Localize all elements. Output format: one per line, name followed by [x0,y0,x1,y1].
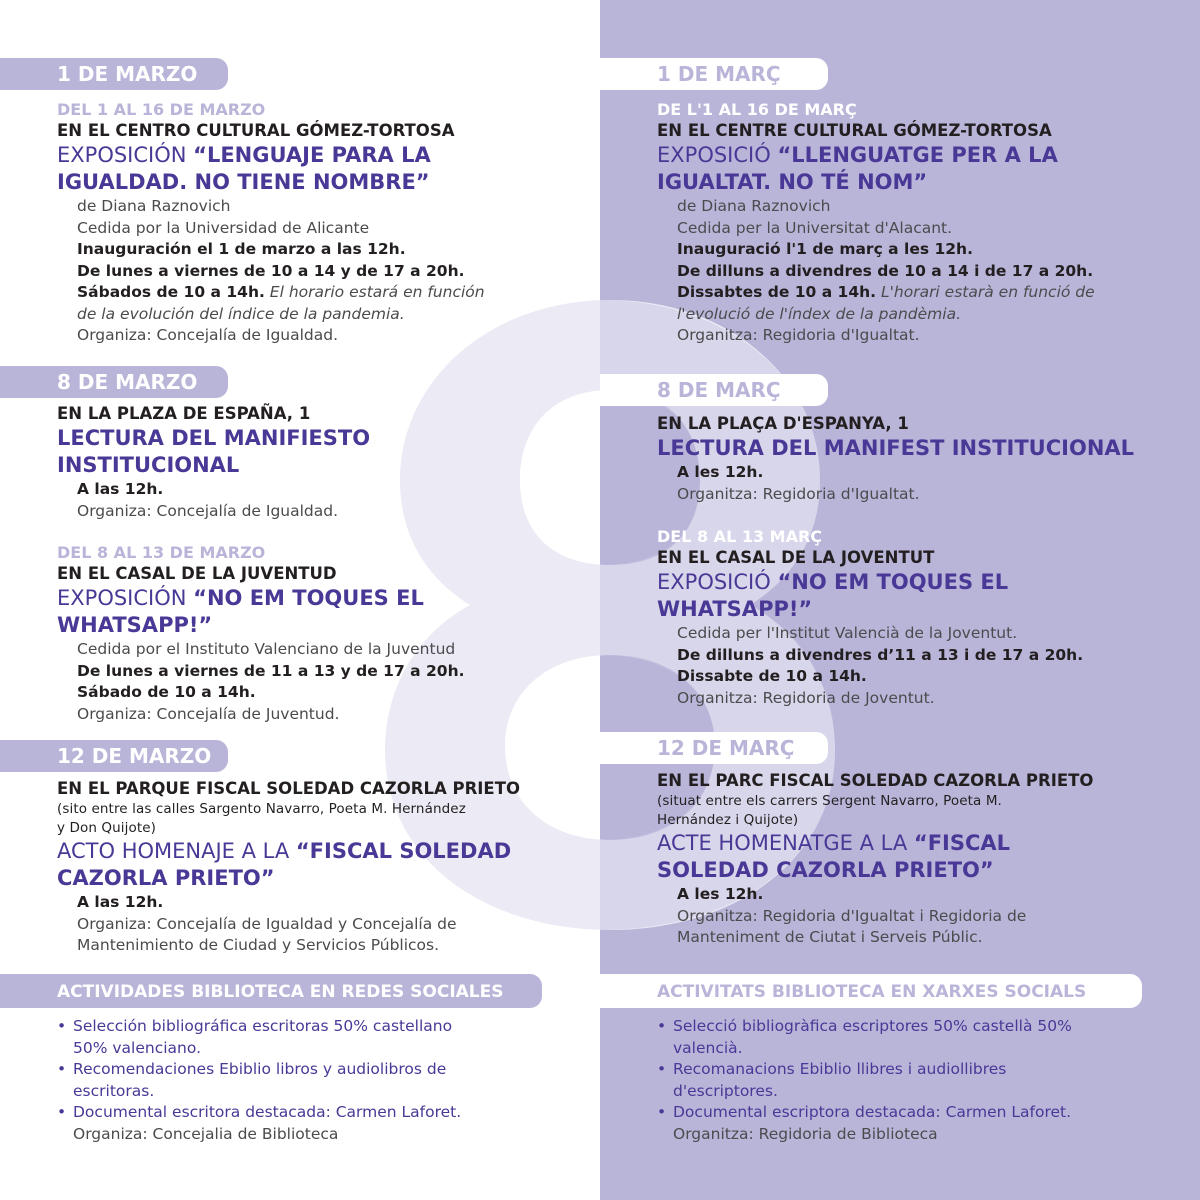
event-exposicio-llenguatge [657,100,1160,347]
event-organizer: Organitza: Regidoria d'Igualtat. [677,326,920,344]
event-saturday: Dissabte de 10 a 14h. [677,667,867,685]
date-tab-8-marzo: 8 DE MARZO [0,366,228,398]
event-time: A las 12h. [77,480,164,498]
event-time: A les 12h. [677,463,764,481]
library-organizer: Organiza: Concejalia de Biblioteca [73,1124,339,1143]
event-saturday-note: Sábados de 10 a 14h. El horario estará en función [77,283,485,301]
event-organizer: Organiza: Concejalía de Igualdad. [77,326,339,344]
event-cedida: Cedida por el Instituto Valenciano de la Juventud [77,640,456,658]
date-tab-12-marc: 12 DE MARÇ [600,732,828,764]
list-item: • Documental escritora destacada: Carmen Laforet. [57,1103,462,1121]
library-activities-list [657,1016,1160,1145]
event-location-note: (sito entre las calles Sargento Navarro, Poeta M. Hernández [57,801,466,817]
library-activities-list [57,1016,560,1145]
event-place: EN EL CENTRE CULTURAL GÓMEZ-TORTOSA [657,121,1052,140]
event-date-range: DEL 8 AL 13 DE MARZO [57,543,266,562]
event-organizer: Organitza: Regidoria d'Igualtat i Regidoria de [677,906,1027,925]
event-homenatge-fiscal [657,770,1160,949]
date-tab-1-marc: 1 DE MARÇ [600,58,828,90]
event-author: de Diana Raznovich [77,197,231,215]
event-schedule: De dilluns a divendres de 10 a 14 i de 17 a 20h. [677,261,1094,280]
event-title: EXPOSICIÓN “LENGUAJE PARA LA IGUALDAD. NO TIENE NOMBRE” [57,143,431,194]
date-tab-12-marzo: 12 DE MARZO [0,740,228,772]
event-organizer: Organitza: Regidoria de Joventut. [677,688,935,707]
event-place: EN EL CENTRO CULTURAL GÓMEZ-TORTOSA [57,121,455,140]
event-place: EN EL CASAL DE LA JUVENTUD [57,564,337,583]
event-organizer: Organiza: Concejalía de Igualdad. [77,501,339,520]
event-organizer: Organiza: Concejalía de Juventud. [77,704,340,723]
event-lectura-manifiesto [57,403,560,522]
event-organizer-cont: Manteniment de Ciutat i Serveis Públic. [677,928,983,946]
event-title: ACTE HOMENATGE A LA “FISCAL SOLEDAD CAZORLA PRIETO” [657,831,1011,882]
event-date-range: DE L'1 AL 16 DE MARÇ [657,100,857,119]
event-note-cont: l'evolució de l'índex de la pandèmia. [677,304,962,323]
list-item-cont: 50% valenciano. [73,1038,202,1057]
event-place: EN LA PLAÇA D'ESPANYA, 1 [657,414,909,433]
event-inauguration: Inauguración el 1 de marzo a las 12h. [77,240,406,258]
library-activities-bar: ACTIVIDADES BIBLIOTECA EN REDES SOCIALES [0,974,542,1008]
event-schedule: De lunes a viernes de 10 a 14 y de 17 a 20h. [77,261,465,280]
valencian-column [600,0,1200,1200]
list-item-cont: d'escriptores. [673,1081,778,1100]
list-item: • Documental escriptora destacada: Carmen Laforet. [657,1103,1072,1121]
library-organizer: Organitza: Regidoria de Biblioteca [673,1124,938,1143]
event-exposicio-whatsapp [657,527,1160,709]
event-title: EXPOSICIÓN “NO EM TOQUES EL WHATSAPP!” [57,586,424,637]
event-cedida: Cedida per l'Institut Valencià de la Joventut. [677,624,1018,642]
event-homenaje-fiscal [57,778,560,957]
event-saturday: Sábado de 10 a 14h. [77,683,256,701]
library-activities-bar: ACTIVITATS BIBLIOTECA EN XARXES SOCIALS [600,974,1142,1008]
event-time: A las 12h. [77,893,164,911]
event-place: EN EL PARQUE FISCAL SOLEDAD CAZORLA PRIETO [57,779,520,798]
event-place: EN EL CASAL DE LA JOVENTUT [657,548,935,567]
event-date-range: DEL 8 AL 13 MARÇ [657,527,823,546]
event-title: EXPOSICIÓ “LLENGUATGE PER A LA IGUALTAT. NO TÉ NOM” [657,143,1058,194]
event-organizer: Organitza: Regidoria d'Igualtat. [677,484,920,503]
event-lectura-manifest [657,413,1160,505]
list-item-cont: valencià. [673,1038,743,1057]
event-cedida: Cedida por la Universidad de Alicante [77,218,370,237]
event-schedule: De dilluns a divendres d’11 a 13 i de 17 a 20h. [677,645,1084,664]
event-time: A les 12h. [677,885,764,903]
event-date-range: DEL 1 AL 16 DE MARZO [57,100,266,119]
event-place: EN EL PARC FISCAL SOLEDAD CAZORLA PRIETO [657,771,1094,790]
event-author: de Diana Raznovich [677,197,831,215]
event-location-note-cont: Hernández i Quijote) [657,812,799,828]
event-location-note: (situat entre els carrers Sergent Navarro, Poeta M. [657,793,1002,809]
event-title: LECTURA DEL MANIFEST INSTITUCIONAL [657,436,1135,460]
list-item: • Recomanacions Ebiblio llibres i audiollibres [657,1060,1007,1078]
event-inauguration: Inauguració l'1 de març a les 12h. [677,240,973,258]
event-place: EN LA PLAZA DE ESPAÑA, 1 [57,404,311,423]
date-tab-8-marc: 8 DE MARÇ [600,374,828,406]
event-exposicion-whatsapp [57,543,560,725]
event-title: LECTURA DEL MANIFIESTO INSTITUCIONAL [57,426,371,477]
list-item: • Selección bibliográfica escritoras 50% castellano [57,1017,453,1035]
list-item-cont: escritoras. [73,1081,155,1100]
date-tab-1-marzo: 1 DE MARZO [0,58,228,90]
event-title: EXPOSICIÓ “NO EM TOQUES EL WHATSAPP!” [657,570,1009,621]
event-saturday-note: Dissabtes de 10 a 14h. L'horari estarà en funció de [677,283,1095,301]
event-cedida: Cedida per la Universitat d'Alacant. [677,218,953,237]
event-organizer: Organiza: Concejalía de Igualdad y Concejalía de [77,914,457,933]
list-item: • Recomendaciones Ebiblio libros y audiolibros de [57,1060,447,1078]
event-title: ACTO HOMENAJE A LA “FISCAL SOLEDAD CAZORLA PRIETO” [57,839,512,890]
event-location-note-cont: y Don Quijote) [57,820,156,836]
event-schedule: De lunes a viernes de 11 a 13 y de 17 a 20h. [77,661,465,680]
event-exposicion-lenguaje [57,100,560,347]
event-note-cont: de la evolución del índice de la pandemia. [77,304,405,323]
list-item: • Selecció bibliogràfica escriptores 50% castellà 50% [657,1017,1072,1035]
event-organizer-cont: Mantenimiento de Ciudad y Servicios Públicos. [77,936,440,954]
